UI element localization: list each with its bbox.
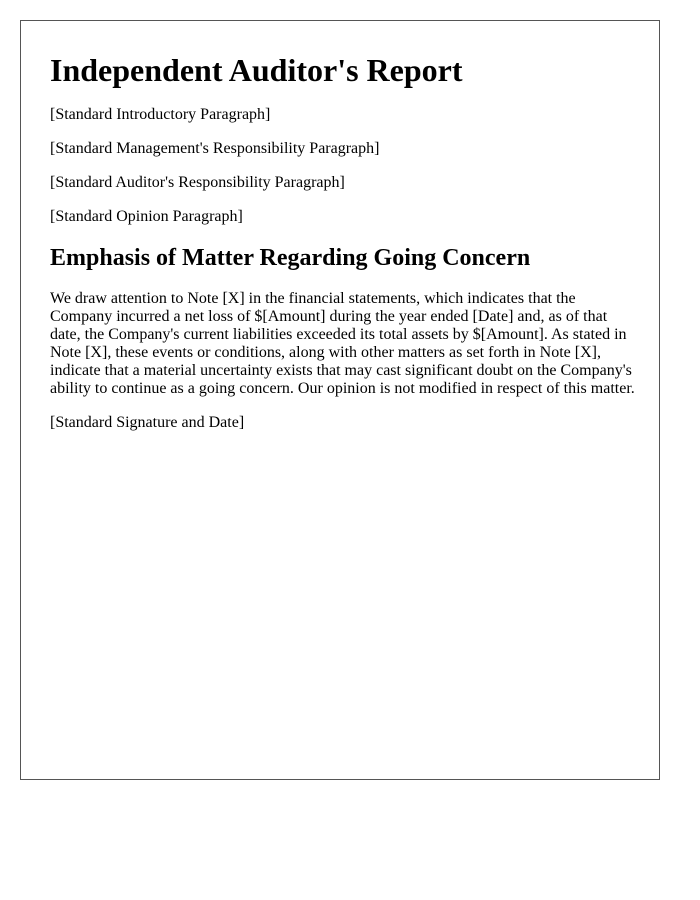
emphasis-of-matter-paragraph: We draw attention to Note [X] in the financial statements, which indicates that the Company incurred a net loss of $[Amount] during the year ended [Date] and, as of that date, the Company's current liabilities exceeded its total assets by $[Amount]. As stated in Note [X], these events or conditions, along with other matters as set forth in Note [X], indicate that a material uncertainty exists that may cast significant doubt on the Company's ability to continue as a going concern. Our opinion is not modified in respect of this matter. [50, 290, 635, 397]
management-responsibility-paragraph-placeholder: [Standard Management's Responsibility Paragraph] [50, 140, 380, 157]
report-content [50, 51, 635, 432]
report-title: Independent Auditor's Report [50, 52, 463, 88]
emphasis-of-matter-heading: Emphasis of Matter Regarding Going Concern [50, 245, 531, 271]
signature-date-placeholder: [Standard Signature and Date] [50, 414, 245, 431]
opinion-paragraph-placeholder: [Standard Opinion Paragraph] [50, 208, 243, 225]
introductory-paragraph-placeholder: [Standard Introductory Paragraph] [50, 106, 271, 123]
auditor-responsibility-paragraph-placeholder: [Standard Auditor's Responsibility Paragraph] [50, 174, 345, 191]
report-page [20, 20, 660, 780]
